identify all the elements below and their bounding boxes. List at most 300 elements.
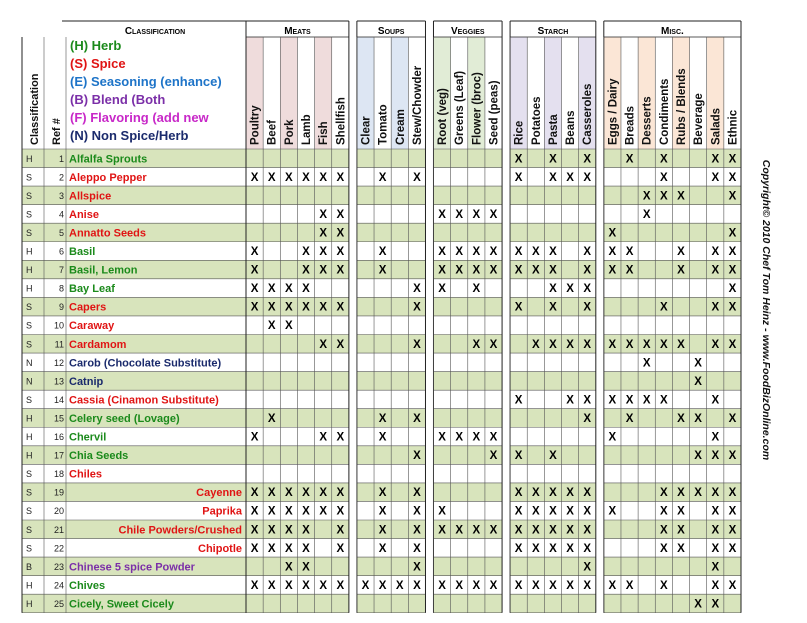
row-classification: S — [26, 394, 33, 405]
pairing-mark: X — [302, 246, 310, 259]
pairing-mark: X — [694, 412, 702, 425]
pairing-mark: X — [711, 431, 720, 444]
pairing-mark: X — [728, 190, 737, 203]
pairing-mark: X — [472, 524, 481, 537]
pairing-mark: X — [659, 505, 668, 518]
pairing-mark: X — [413, 542, 421, 555]
pairing-mark: X — [250, 246, 259, 259]
pairing-mark: X — [285, 524, 293, 537]
pairing-mark: X — [659, 394, 668, 407]
pairing-mark: X — [438, 246, 446, 259]
pairing-mark: X — [336, 264, 345, 277]
row-classification: N — [26, 357, 33, 368]
row-ref: 3 — [58, 190, 64, 201]
pairing-mark: X — [250, 505, 259, 518]
pairing-mark: X — [302, 283, 310, 296]
column-label: Eggs / Dairy — [607, 78, 620, 145]
pairing-mark: X — [659, 153, 668, 166]
pairing-mark: X — [413, 487, 421, 500]
pairing-mark: X — [413, 412, 421, 425]
pairing-mark: X — [583, 301, 592, 314]
row-classification: S — [26, 339, 33, 350]
pairing-mark: X — [659, 338, 668, 351]
row-ref: 25 — [53, 598, 64, 609]
row-ref: 24 — [53, 580, 64, 591]
pairing-mark: X — [549, 301, 557, 314]
row-shade — [22, 186, 246, 205]
pairing-mark: X — [250, 431, 259, 444]
legend-item: (N) Non Spice/Herb — [70, 128, 189, 143]
row-ref: 11 — [54, 339, 64, 350]
pairing-mark: X — [336, 487, 345, 500]
row-classification: S — [26, 524, 33, 535]
pairing-mark: X — [302, 542, 310, 555]
row-classification: S — [26, 302, 33, 313]
pairing-mark: X — [549, 579, 557, 592]
pairing-mark: X — [455, 579, 464, 592]
pairing-mark: X — [455, 264, 464, 277]
pairing-mark: X — [336, 542, 345, 555]
row-classification: H — [26, 413, 33, 424]
column-label: Cream — [394, 109, 407, 145]
row-shade — [22, 205, 246, 224]
pairing-mark: X — [319, 338, 328, 351]
row-shade — [22, 242, 246, 261]
pairing-mark: X — [472, 431, 481, 444]
pairing-mark: X — [413, 561, 421, 574]
pairing-mark: X — [267, 283, 276, 296]
pairing-mark: X — [302, 301, 310, 314]
pairing-mark: X — [336, 579, 345, 592]
pairing-mark: X — [642, 338, 651, 351]
row-shade — [510, 186, 596, 205]
column-label: Greens (Leaf) — [454, 70, 467, 145]
row-shade — [22, 279, 246, 298]
row-name: Chinese 5 spice Powder — [69, 561, 195, 574]
pairing-mark: X — [728, 524, 737, 537]
row-ref: 15 — [53, 413, 64, 424]
column-label: Seed (peas) — [488, 80, 501, 145]
pairing-mark: X — [413, 338, 421, 351]
pairing-mark: X — [302, 561, 310, 574]
pairing-mark: X — [267, 487, 276, 500]
pairing-mark: X — [659, 579, 668, 592]
row-shade — [510, 223, 596, 242]
pairing-mark: X — [302, 505, 310, 518]
pairing-mark: X — [413, 505, 421, 518]
pairing-mark: X — [438, 208, 446, 221]
table-row — [26, 265, 737, 277]
pairing-mark: X — [728, 487, 737, 500]
row-shade — [510, 205, 596, 224]
pairing-mark: X — [677, 505, 685, 518]
row-ref: 1 — [58, 153, 64, 164]
pairing-mark: X — [531, 579, 540, 592]
row-ref: 14 — [53, 394, 64, 405]
pairing-mark: X — [267, 579, 276, 592]
pairing-mark: X — [642, 190, 651, 203]
row-shade — [510, 464, 596, 483]
pairing-mark: X — [549, 171, 557, 184]
row-ref: 6 — [58, 246, 64, 257]
pairing-mark: X — [302, 487, 310, 500]
column-label: Tomato — [377, 104, 390, 145]
pairing-mark: X — [531, 338, 540, 351]
group-title: Starch — [537, 26, 569, 37]
pairing-mark: X — [566, 505, 574, 518]
pairing-mark: X — [319, 431, 328, 444]
table-row — [26, 413, 737, 425]
row-ref: 9 — [58, 302, 64, 313]
pairing-mark: X — [566, 487, 574, 500]
row-ref: 2 — [58, 172, 64, 183]
pairing-mark: X — [711, 153, 720, 166]
pairing-mark: X — [489, 579, 498, 592]
row-classification: S — [26, 227, 33, 238]
pairing-mark: X — [694, 598, 702, 611]
pairing-mark: X — [489, 208, 498, 221]
legend-item: (F) Flavoring (add new — [70, 110, 209, 125]
row-ref: 10 — [53, 320, 64, 331]
row-name: Paprika — [202, 505, 242, 518]
group-title: Soups — [377, 26, 405, 37]
pairing-mark: X — [319, 505, 328, 518]
pairing-mark: X — [583, 542, 592, 555]
pairing-mark: X — [583, 524, 592, 537]
pairing-mark: X — [514, 301, 523, 314]
pairing-mark: X — [531, 505, 540, 518]
row-name: Basil, Lemon — [69, 264, 138, 277]
pairing-mark: X — [711, 598, 720, 611]
row-name: Anise — [69, 208, 99, 221]
pairing-mark: X — [319, 246, 328, 259]
pairing-mark: X — [438, 505, 446, 518]
column-label: Beverage — [693, 93, 706, 145]
pairing-mark: X — [302, 524, 310, 537]
pairing-mark: X — [267, 542, 276, 555]
pairing-mark: X — [285, 283, 293, 296]
pairing-mark: X — [625, 246, 634, 259]
pairing-mark: X — [438, 579, 446, 592]
row-ref: 7 — [58, 265, 64, 276]
pairing-mark: X — [566, 171, 574, 184]
row-classification: B — [26, 561, 33, 572]
pairing-mark: X — [395, 579, 404, 592]
pairing-mark: X — [549, 450, 557, 463]
pairing-mark: X — [659, 524, 668, 537]
pairing-mark: X — [625, 394, 634, 407]
row-classification: H — [26, 283, 33, 294]
row-classification: S — [26, 320, 33, 331]
pairing-mark: X — [378, 487, 387, 500]
pairing-mark: X — [455, 431, 464, 444]
pairing-mark: X — [711, 338, 720, 351]
pairing-mark: X — [608, 505, 617, 518]
row-ref: 21 — [53, 524, 64, 535]
row-name: Catnip — [69, 375, 104, 388]
row-ref: 12 — [53, 357, 64, 368]
row-ref: 19 — [53, 487, 64, 498]
group-title: Veggies — [451, 26, 485, 37]
column-label: Stew/Chowder — [411, 65, 424, 145]
row-classification: H — [26, 153, 33, 164]
row-classification: H — [26, 450, 33, 461]
pairing-mark: X — [285, 301, 293, 314]
pairing-mark: X — [728, 412, 737, 425]
pairing-mark: X — [319, 208, 328, 221]
column-label: Ethnic — [727, 109, 740, 145]
pairing-mark: X — [514, 505, 523, 518]
pairing-mark: X — [566, 579, 574, 592]
ref-column-label: Ref # — [51, 118, 63, 145]
pairing-mark: X — [472, 208, 481, 221]
pairing-mark: X — [549, 283, 557, 296]
pairing-mark: X — [413, 301, 421, 314]
pairing-mark: X — [625, 412, 634, 425]
pairing-mark: X — [711, 171, 720, 184]
pairing-mark: X — [531, 264, 540, 277]
row-name: Allspice — [69, 190, 112, 203]
row-classification: S — [26, 209, 33, 220]
row-name: Chervil — [69, 431, 107, 444]
pairing-mark: X — [677, 264, 685, 277]
pairing-mark: X — [711, 505, 720, 518]
pairing-mark: X — [728, 338, 737, 351]
classification-title: Classification — [124, 26, 186, 37]
row-ref: 23 — [53, 561, 64, 572]
row-name: Bay Leaf — [69, 283, 115, 296]
pairing-mark: X — [514, 579, 523, 592]
pairing-mark: X — [378, 431, 387, 444]
pairing-mark: X — [413, 450, 421, 463]
pairing-mark: X — [625, 264, 634, 277]
column-label: Pork — [283, 119, 296, 145]
row-shade — [510, 594, 596, 613]
row-name: Basil — [69, 246, 96, 259]
column-label: Breads — [624, 106, 637, 145]
column-label: Rice — [513, 120, 526, 145]
row-ref: 8 — [58, 283, 64, 294]
row-name: Chia Seeds — [69, 450, 129, 463]
pairing-mark: X — [625, 338, 634, 351]
pairing-mark: X — [728, 301, 737, 314]
pairing-mark: X — [250, 487, 259, 500]
pairing-mark: X — [711, 487, 720, 500]
pairing-mark: X — [677, 338, 685, 351]
pairing-mark: X — [267, 505, 276, 518]
pairing-mark: X — [566, 283, 574, 296]
legend-item: (S) Spice — [70, 56, 126, 71]
pairing-mark: X — [583, 487, 592, 500]
pairing-mark: X — [378, 171, 387, 184]
pairing-mark: X — [608, 579, 617, 592]
pairing-mark: X — [472, 246, 481, 259]
pairing-mark: X — [531, 542, 540, 555]
row-shade — [510, 353, 596, 372]
pairing-mark: X — [583, 264, 592, 277]
pairing-mark: X — [319, 487, 328, 500]
pairing-mark: X — [267, 301, 276, 314]
pairing-mark: X — [549, 505, 557, 518]
pairing-mark: X — [438, 431, 446, 444]
pairing-mark: X — [583, 171, 592, 184]
column-label: Lamb — [301, 114, 314, 145]
row-ref: 20 — [53, 506, 64, 517]
pairing-mark: X — [549, 153, 557, 166]
pairing-mark: X — [336, 524, 345, 537]
column-label: Desserts — [641, 96, 654, 145]
pairing-mark: X — [319, 227, 328, 240]
pairing-mark: X — [378, 542, 387, 555]
pairing-mark: X — [728, 227, 737, 240]
pairing-mark: X — [250, 524, 259, 537]
row-shade — [510, 316, 596, 335]
row-classification: S — [26, 506, 33, 517]
row-name: Cardamom — [69, 338, 127, 351]
pairing-mark: X — [285, 579, 293, 592]
pairing-mark: X — [549, 338, 557, 351]
pairing-mark: X — [378, 412, 387, 425]
pairing-mark: X — [267, 320, 276, 333]
pairing-mark: X — [711, 561, 720, 574]
pairing-mark: X — [659, 190, 668, 203]
row-name: Capers — [69, 301, 107, 314]
row-ref: 22 — [53, 543, 64, 554]
pairing-mark: X — [267, 412, 276, 425]
pairing-mark: X — [566, 394, 574, 407]
pairing-mark: X — [378, 264, 387, 277]
pairing-mark: X — [728, 171, 737, 184]
pairing-mark: X — [285, 561, 293, 574]
pairing-mark: X — [531, 487, 540, 500]
pairing-mark: X — [302, 579, 310, 592]
pairing-mark: X — [413, 171, 421, 184]
row-name: Alfalfa Sprouts — [69, 153, 148, 166]
pairing-mark: X — [728, 283, 737, 296]
pairing-mark: X — [728, 542, 737, 555]
pairing-mark: X — [472, 579, 481, 592]
pairing-mark: X — [489, 431, 498, 444]
pairing-mark: X — [728, 246, 737, 259]
pairing-mark: X — [711, 246, 720, 259]
pairing-mark: X — [728, 505, 737, 518]
pairing-mark: X — [583, 579, 592, 592]
row-name: Chile Powders/Crushed — [118, 524, 242, 537]
pairing-mark: X — [549, 264, 557, 277]
row-ref: 5 — [58, 227, 64, 238]
pairing-mark: X — [514, 394, 523, 407]
pairing-mark: X — [489, 524, 498, 537]
pairing-mark: X — [413, 524, 421, 537]
pairing-mark: X — [583, 283, 592, 296]
legend-item: (B) Blend (Both — [70, 92, 166, 107]
pairing-mark: X — [336, 208, 345, 221]
pairing-mark: X — [728, 450, 737, 463]
row-name: Chiles — [69, 468, 103, 481]
pairing-mark: X — [489, 264, 498, 277]
pairing-mark: X — [455, 208, 464, 221]
pairing-mark: X — [728, 153, 737, 166]
pairing-mark: X — [489, 246, 498, 259]
pairing-mark: X — [378, 246, 387, 259]
legend-item: (H) Herb — [70, 38, 122, 53]
pairing-mark: X — [285, 505, 293, 518]
pairing-mark: X — [455, 524, 464, 537]
pairing-mark: X — [711, 264, 720, 277]
pairing-mark: X — [566, 338, 574, 351]
pairing-mark: X — [514, 487, 523, 500]
row-classification: H — [26, 246, 33, 257]
group-title: Misc. — [661, 26, 684, 37]
column-label: Pasta — [547, 114, 560, 145]
row-name: Cassia (Cinamon Substitute) — [69, 394, 219, 407]
row-ref: 17 — [53, 450, 64, 461]
pairing-mark: X — [413, 579, 421, 592]
row-classification: H — [26, 598, 33, 609]
pairing-mark: X — [336, 246, 345, 259]
row-classification: S — [26, 190, 33, 201]
row-classification: S — [26, 543, 33, 554]
pairing-mark: X — [319, 579, 328, 592]
row-name: Chives — [69, 579, 106, 592]
classification-legend — [70, 38, 222, 143]
pairing-mark: X — [677, 524, 685, 537]
pairing-mark: X — [694, 357, 702, 370]
pairing-mark: X — [608, 394, 617, 407]
pairing-mark: X — [472, 283, 481, 296]
pairing-mark: X — [642, 357, 651, 370]
pairing-mark: X — [302, 171, 310, 184]
column-label: Salads — [710, 107, 723, 145]
pairing-mark: X — [514, 246, 523, 259]
pairing-mark: X — [378, 524, 387, 537]
pairing-mark: X — [677, 190, 685, 203]
pairing-mark: X — [549, 542, 557, 555]
row-name: Cayenne — [196, 487, 242, 500]
pairing-mark: X — [319, 171, 328, 184]
pairing-mark: X — [583, 394, 592, 407]
pairing-mark: X — [583, 338, 592, 351]
pairing-mark: X — [336, 227, 345, 240]
row-ref: 4 — [58, 209, 64, 220]
row-shade — [510, 372, 596, 391]
column-label: Beef — [266, 120, 279, 145]
pairing-mark: X — [438, 264, 446, 277]
pairing-mark: X — [250, 579, 259, 592]
pairing-mark: X — [285, 487, 293, 500]
pairing-mark: X — [514, 171, 523, 184]
row-name: Chipotle — [198, 542, 242, 555]
pairing-mark: X — [659, 542, 668, 555]
pairing-mark: X — [659, 301, 668, 314]
pairing-mark: X — [625, 579, 634, 592]
pairing-mark: X — [583, 246, 592, 259]
pairing-mark: X — [608, 431, 617, 444]
pairing-mark: X — [336, 431, 345, 444]
column-label: Casseroles — [582, 83, 595, 145]
pairing-mark: X — [711, 579, 720, 592]
column-label: Beans — [565, 110, 578, 145]
pairing-mark: X — [250, 301, 259, 314]
pairing-mark: X — [608, 227, 617, 240]
pairing-mark: X — [413, 283, 421, 296]
pairing-mark: X — [285, 320, 293, 333]
pairing-mark: X — [489, 450, 498, 463]
row-shade — [22, 297, 246, 316]
row-classification: H — [26, 580, 33, 591]
pairing-mark: X — [514, 524, 523, 537]
column-label: Shellfish — [335, 97, 348, 145]
